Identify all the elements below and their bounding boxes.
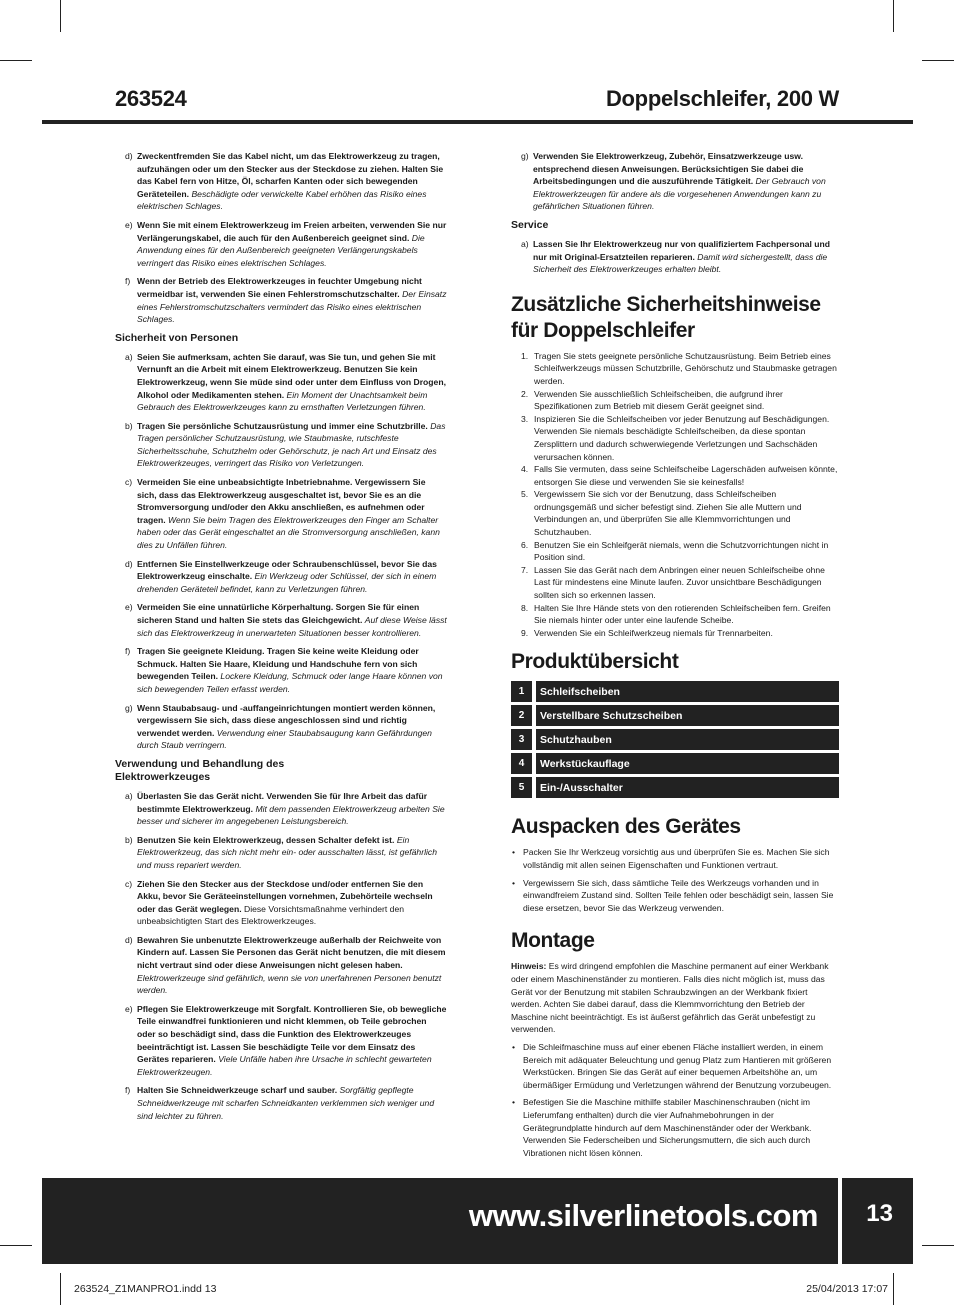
product-label: Verstellbare Schutzscheiben xyxy=(536,705,839,726)
bullet-item xyxy=(511,846,839,871)
item-marker: b) xyxy=(125,420,133,431)
item-number: 5. xyxy=(521,489,529,500)
item-marker: c) xyxy=(125,477,133,488)
list-item xyxy=(115,790,447,828)
item-italic-text: Beschädigte oder verwickelte Kabel erhöhen das Risiko eines elektrischen Schlages. xyxy=(137,188,427,212)
item-text: Vergewissern Sie sich vor der Benutzung, dass Schleifscheiben ordnungsgemäß und sicher befestigt sind. Ziehen Sie alle Muttern und Verbindungen an, und überprüfen Sie alle Klemmvorrichtungen und Schutzhauben. xyxy=(534,489,802,538)
item-italic-text: Der Einsatz eines Fehlerstromschutzschalters vermindert das Risiko eines elektrischen Schlages. xyxy=(137,288,447,325)
item-italic-text: Verwendung einer Staubabsaugung kann Gefährdungen durch Staub verringern. xyxy=(137,727,432,751)
crop-mark xyxy=(893,0,894,32)
product-row xyxy=(511,705,839,726)
item-text: Verwenden Sie ein Schleifwerkzeug niemals für Trennarbeiten. xyxy=(534,627,773,638)
item-marker: e) xyxy=(125,1003,133,1014)
item-text: Tragen Sie stets geeignete persönliche Schutzausrüstung. Beim Betrieb eines Schleifwerkzeugs müssen Schutzbrille, Gehörschutz und Staubmaske getragen werden. xyxy=(534,350,837,386)
section-heading: Service xyxy=(511,218,549,231)
list-item xyxy=(115,150,447,213)
section-title: Montage xyxy=(511,929,595,953)
item-text: Diese Vorsichtsmaßnahme verhindert den unbeabsichtigten Start des Elektrowerkzeuges. xyxy=(137,903,405,927)
item-bold-text: Vermeiden Sie eine unbeabsichtigte Inbetriebnahme. Vergewissern Sie sich, dass das Elektrowerkzeug ausgeschaltet ist, bevor Sie es an die Stromversorgung und/oder den Akku anschließen, es aufnehmen oder tragen. xyxy=(137,477,426,525)
item-text: Vergewissern Sie sich, dass sämtliche Teile des Werkzeugs vorhanden und in einwandfreiem Zustand sind. Sollten Teile fehlen oder beschädigt sein, lassen Sie diese ersetzen, bevor Sie das Werkzeug verwenden. xyxy=(523,877,834,913)
item-marker: g) xyxy=(125,702,133,713)
section-title: Auspacken des Gerätes xyxy=(511,815,741,839)
product-row xyxy=(511,729,839,750)
personal-safety-list xyxy=(115,351,447,752)
item-bold-text: Lassen Sie Ihr Elektrowerkzeug nur von qualifiziertem Fachpersonal und nur mit Original-Ersatzteilen reparieren. xyxy=(533,238,831,262)
item-text: Benutzen Sie ein Schleifgerät niemals, wenn die Schutzvorrichtungen nicht in Position sind. xyxy=(534,539,829,563)
item-marker: g) xyxy=(521,151,529,161)
unpacking-list xyxy=(511,846,839,914)
product-label: Schleifscheiben xyxy=(536,681,839,702)
list-item xyxy=(115,645,447,695)
item-text: Die Schleifmaschine muss auf einer ebenen Fläche installiert werden, in einem Bereich mit adäquater Beleuchtung und genug Platz zum Hantieren mit größeren Werkstücken. Bringen Sie das Gerät auf einer bequemen Arbeitshöhe an, um übermäßiger Ermüdung und Verletzungen während der Benutzung vorzubeugen. xyxy=(523,1041,832,1090)
product-row xyxy=(511,777,839,798)
crop-mark xyxy=(0,60,32,61)
item-bold-text: Bewahren Sie unbenutzte Elektrowerkzeuge außerhalb der Reichweite von Kindern auf. Lassen Sie Personen das Gerät nicht benutzen, die mit diesem nicht vertraut sind oder diese Anweisungen nicht gelesen haben. xyxy=(137,934,446,971)
item-italic-text: Lockere Kleidung, Schmuck oder lange Haare können von sich bewegenden Teilen erfasst werden. xyxy=(137,671,443,694)
item-bold-text: Zweckentfremden Sie das Kabel nicht, um das Elektrowerkzeug zu tragen, aufzuhängen oder um den Stecker aus der Steckdose zu ziehen. Halten Sie das Kabel fern von Hitze, Öl, scharfen Kanten oder sich bewegenden Geräteteilen. xyxy=(137,151,444,199)
page-number: 13 xyxy=(866,1200,893,1227)
item-number: 9. xyxy=(521,627,529,638)
date-slug: 25/04/2013 17:07 xyxy=(806,1283,888,1295)
item-marker: d) xyxy=(125,558,133,569)
numbered-item xyxy=(511,388,839,413)
item-italic-text: Viele Unfälle haben ihre Ursache in schlecht gewarteten Elektrowerkzeugen. xyxy=(137,1054,432,1077)
item-marker: e) xyxy=(125,219,133,230)
numbered-item xyxy=(511,463,839,488)
item-number: 6. xyxy=(521,539,529,550)
item-marker: f) xyxy=(125,276,131,287)
section-heading: Verwendung und Behandlung des Elektrowerkzeuges xyxy=(115,757,285,783)
product-number: 2 xyxy=(511,705,532,726)
item-number: 4. xyxy=(521,464,529,475)
item-italic-text: Ein Elektrowerkzeug, das sich nicht mehr ein- oder ausschalten lässt, ist gefährlich und muss repariert werden. xyxy=(137,834,437,870)
model-number: 263524 xyxy=(115,86,187,111)
list-item xyxy=(115,878,447,928)
item-marker: f) xyxy=(125,1085,131,1096)
numbered-item xyxy=(511,413,839,463)
numbered-item xyxy=(511,627,839,640)
item-marker: e) xyxy=(125,602,133,613)
item-text: Inspizieren Sie die Schleifscheiben vor jeder Benutzung auf Beschädigungen. Verwenden Sie niemals beschädigte Schleifscheiben, da diese spontan Zersplittern und dadurch schwerwiegende Verletzungen und Sachschäden verursachen können. xyxy=(534,413,830,462)
crop-mark xyxy=(60,0,61,32)
item-bold-text: Halten Sie Schneidwerkzeuge scharf und sauber. xyxy=(137,1085,338,1096)
item-italic-text: Ein Moment der Unachtsamkeit beim Gebrauch des Elektrowerkzeuges kann zu ernsthaften Verletzungen führen. xyxy=(137,389,428,413)
item-bold-text: Entfernen Sie Einstellwerkzeuge oder Schraubenschlüssel, bevor Sie das Elektrowerkzeug einschalte. xyxy=(137,558,437,582)
product-number: 5 xyxy=(511,777,532,798)
item-marker: a) xyxy=(125,351,133,362)
tool-use-list xyxy=(115,790,447,1122)
list-item xyxy=(511,150,839,213)
product-label: Schutzhauben xyxy=(536,729,839,750)
item-marker: f) xyxy=(125,646,131,657)
list-item xyxy=(115,1003,447,1079)
bullet-icon: • xyxy=(512,1041,516,1052)
list-item xyxy=(115,601,447,639)
item-italic-text: Der Gebrauch von Elektrowerkzeugen für andere als die vorgesehenen Anwendungen kann zu gefährlichen Situationen führen. xyxy=(533,176,826,212)
crop-mark xyxy=(0,1245,32,1246)
item-number: 8. xyxy=(521,602,529,613)
footer-divider xyxy=(838,1178,842,1264)
item-italic-text: Sorgfältig gepflegte Schneidwerkzeuge mit scharfen Schneidkanten verklemmen sich weniger und sind leichter zu führen. xyxy=(137,1085,435,1121)
list-item xyxy=(115,834,447,872)
crop-mark xyxy=(893,1273,894,1305)
item-text: Falls Sie vermuten, dass seine Schleifscheibe Lagerschäden aufweisen könnte, entsorgen Sie diese und verwenden Sie sie keinesfalls! xyxy=(534,464,838,487)
item-number: 3. xyxy=(521,413,529,424)
bullet-item xyxy=(511,877,839,915)
grinder-safety-list xyxy=(511,350,839,640)
item-text: Halten Sie Ihre Hände stets von den rotierenden Schleifscheiben fern. Greifen Sie niemals hinter oder unter eine laufende Scheibe. xyxy=(534,602,831,626)
item-italic-text: Das Tragen persönlicher Schutzausrüstung, wie Staubmaske, rutschfeste Sicherheitsschuhe, Schutzhelm oder Gehörschutz, je nach Art und Einsatz des Elektrowerkzeuges, verringert das Risiko von Verletzungen. xyxy=(137,420,446,469)
item-bold-text: Tragen Sie geeignete Kleidung. Tragen Sie keine weite Kleidung oder Schmuck. Halten Sie Haare, Kleidung und Handschuhe fern von sich bewegenden Teilen. xyxy=(137,646,419,682)
item-marker: c) xyxy=(125,878,133,889)
left-column xyxy=(115,150,447,1128)
page-header xyxy=(115,86,839,116)
item-bold-text: Pflegen Sie Elektrowerkzeuge mit Sorgfalt. Kontrollieren Sie, ob bewegliche Teile einwandfrei funktionieren und nicht klemmen, ob Teile gebrochen oder so beschädigt sind, dass die Funktion des Elektrowerkzeuges beeinträchtigt ist. Lassen Sie beschädigte Teile vor dem Einsatz des Gerätes reparieren. xyxy=(137,1003,447,1065)
numbered-item xyxy=(511,602,839,627)
list-item xyxy=(115,702,447,752)
bullet-item xyxy=(511,1096,839,1159)
file-slug: 263524_Z1MANPRO1.indd 13 xyxy=(74,1283,217,1295)
list-item xyxy=(115,219,447,269)
item-text: Lassen Sie das Gerät nach dem Anbringen einer neuen Schleifscheibe ohne Last für mindestens eine Minute laufen. Zuvor unsichtbare Beschädigungen sollten sich so erkennen lassen. xyxy=(534,564,825,601)
product-row xyxy=(511,681,839,702)
item-bold-text: Benutzen Sie kein Elektrowerkzeug, dessen Schalter defekt ist. xyxy=(137,834,395,845)
mounting-note xyxy=(511,960,839,1036)
item-marker: a) xyxy=(521,238,529,249)
list-item xyxy=(115,558,447,596)
item-italic-text: Auf diese Weise lässt sich das Elektrowerkzeug in unerwarteten Situationen besser kontrollieren. xyxy=(137,615,447,638)
item-number: 2. xyxy=(521,388,529,399)
numbered-item xyxy=(511,564,839,602)
right-column xyxy=(511,150,839,1164)
list-item xyxy=(115,351,447,414)
bullet-icon: • xyxy=(512,847,516,858)
product-overview-table xyxy=(511,681,839,798)
crop-mark xyxy=(60,1273,61,1305)
website-link[interactable]: www.silverlinetools.com xyxy=(468,1198,818,1233)
header-rule xyxy=(42,120,913,124)
list-item xyxy=(115,476,447,552)
item-marker: d) xyxy=(125,151,133,161)
item-marker: d) xyxy=(125,934,133,945)
item-number: 7. xyxy=(521,564,529,575)
note-text: Es wird dringend empfohlen die Maschine permanent auf einer Werkbank oder einem Maschinenständer zu montieren. Falls dies nicht möglich ist, muss das Gerät vor der Benutzung mit stabilen Schraubzwingen an der Werkbank fixiert werden. Achten Sie dabei darauf, dass die Klemmvorrichtung den Betrieb der Maschine nicht beeinträchtigt. Es ist äußerst gefährlich das Gerät unbefestigt zu verwenden. xyxy=(511,961,829,1035)
bullet-icon: • xyxy=(512,1097,516,1108)
item-text: Verwenden Sie ausschließlich Schleifscheiben, die aufgrund ihrer Spezifikationen zum Betrieb mit diesem Gerät geeignet sind. xyxy=(534,388,783,412)
list-item xyxy=(115,275,447,325)
item-bold-text: Wenn Sie mit einem Elektrowerkzeug im Freien arbeiten, verwenden Sie nur Verlängerungskabel, die auch für den Außenbereich geeignet sind. xyxy=(137,219,447,243)
item-bold-text: Verwenden Sie Elektrowerkzeug, Zubehör, Einsatzwerkzeuge usw. entsprechend diesen Anweisungen. Berücksichtigen Sie dabei die Arbeitsbedingungen und die auszuführende Tätigkeit. xyxy=(533,151,804,187)
item-marker: b) xyxy=(125,834,133,845)
item-number: 1. xyxy=(521,350,529,361)
product-number: 1 xyxy=(511,681,532,702)
crop-mark xyxy=(922,60,954,61)
service-list xyxy=(511,238,839,276)
item-italic-text: Elektrowerkzeuge sind gefährlich, wenn sie von unerfahrenen Personen benutzt werden. xyxy=(137,972,442,996)
item-text: Packen Sie Ihr Werkzeug vorsichtig aus und überprüfen Sie es. Machen Sie sich vollständig mit allen seinen Eigenschaften und Funktionen vertraut. xyxy=(523,847,830,870)
electrical-safety-list xyxy=(115,150,447,326)
item-bold-text: Wenn der Betrieb des Elektrowerkzeuges in feuchter Umgebung nicht vermeidbar ist, verwenden Sie einen Fehlerstromschutzschalter. xyxy=(137,276,422,299)
list-item xyxy=(511,238,839,276)
item-bold-text: Tragen Sie persönliche Schutzausrüstung und immer eine Schutzbrille. xyxy=(137,420,428,431)
numbered-item xyxy=(511,350,839,388)
page-title: Doppelschleifer, 200 W xyxy=(605,86,839,111)
section-title: Produktübersicht xyxy=(511,650,679,674)
item-bold-text: Wenn Staubabsaug- und -auffangeinrichtungen montiert werden können, vergewissern Sie sich, dass diese angeschlossen sind und richtig verwendet werden. xyxy=(137,702,436,738)
bullet-item xyxy=(511,1041,839,1091)
item-bold-text: Vermeiden Sie eine unnatürliche Körperhaltung. Sorgen Sie für einen sicheren Stand und halten Sie stets das Gleichgewicht. xyxy=(137,602,420,625)
item-italic-text: Damit wird sichergestellt, dass die Sicherheit des Elektrowerkzeuges erhalten bleibt. xyxy=(533,251,828,275)
numbered-item xyxy=(511,488,839,538)
item-bold-text: Ziehen Sie den Stecker aus der Steckdose und/oder entfernen Sie den Akku, bevor Sie Geräteeinstellungen vornehmen, Zubehörteile wechseln oder das Gerät weglegen. xyxy=(137,878,433,914)
item-marker: a) xyxy=(125,790,133,801)
mounting-list xyxy=(511,1041,839,1159)
item-italic-text: Wenn Sie beim Tragen des Elektrowerkzeuges den Finger am Schalter haben oder das Gerät eingeschaltet an die Stromversorgung anschließen, kann dies zu Unfällen führen. xyxy=(137,514,440,551)
bullet-icon: • xyxy=(512,877,516,888)
numbered-item xyxy=(511,539,839,564)
footer-band xyxy=(42,1178,913,1264)
item-text: Befestigen Sie die Maschine mithilfe stabiler Maschinenschrauben (nicht im Lieferumfang enthalten) durch die vier Aufnahmebohrungen in der Gerätegrundplatte hindurch auf dem Maschinenständer oder der Werkbank. Verwenden Sie Federscheiben und Sicherungsmuttern, die sich auch durch Vibrationen nicht lösen können. xyxy=(523,1097,812,1158)
list-item xyxy=(115,934,447,997)
tool-use-list-continued xyxy=(511,150,839,213)
item-italic-text: Die Anwendung eines für den Außenbereich geeigneten Verlängerungskabels verringert das Risiko eines elektrischen Schlages. xyxy=(137,232,425,268)
item-italic-text: Ein Werkzeug oder Schlüssel, der sich in einem drehenden Geräteteil befindet, kann zu Verletzungen führen. xyxy=(137,571,437,594)
product-number: 3 xyxy=(511,729,532,750)
note-label: Hinweis: xyxy=(511,961,547,972)
crop-mark xyxy=(922,1245,954,1246)
product-number: 4 xyxy=(511,753,532,774)
product-row xyxy=(511,753,839,774)
section-title: Zusätzliche Sicherheitshinweise für Doppelschleifer xyxy=(511,292,821,342)
item-italic-text: Mit dem passenden Elektrowerkzeug arbeiten Sie besser und sicherer im angegebenen Leistungsbereich. xyxy=(137,803,445,827)
item-bold-text: Seien Sie aufmerksam, achten Sie darauf, was Sie tun, und gehen Sie mit Vernunft an die Arbeit mit einem Elektrowerkzeug. Benutzen Sie kein Elektrowerkzeug, wenn Sie müde sind oder unter dem Einfluss von Drogen, Alkohol oder Medikamenten stehen. xyxy=(137,351,446,400)
product-label: Werkstückauflage xyxy=(536,753,839,774)
product-label: Ein-/Ausschalter xyxy=(536,777,839,798)
section-heading: Sicherheit von Personen xyxy=(115,331,239,344)
list-item xyxy=(115,1084,447,1122)
item-bold-text: Überlasten Sie das Gerät nicht. Verwenden Sie für Ihre Arbeit das dafür bestimmte Elektrowerkzeug. xyxy=(137,790,428,814)
list-item xyxy=(115,420,447,470)
